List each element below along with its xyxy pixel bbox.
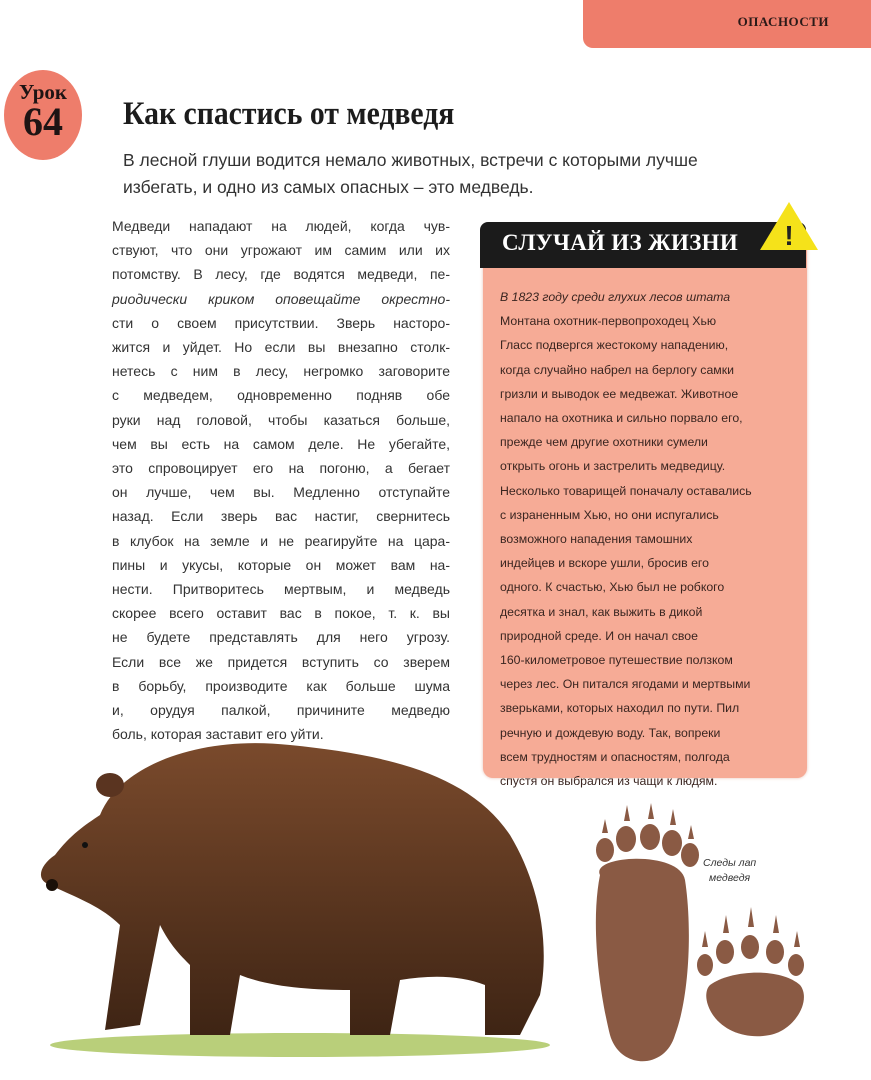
body-line: риодически криком оповещайте окрестно- — [112, 290, 450, 307]
body-line: это спровоцирует его на погоню, а бегает — [112, 460, 450, 477]
story-line: напало на охотника и сильно порвало его, — [500, 411, 743, 426]
body-line: сти о своем присутствии. Зверь насторо- — [112, 314, 450, 331]
lead-paragraph — [123, 147, 783, 201]
story-line: зверьками, которых находил по пути. Пил — [500, 701, 740, 716]
story-line: гризли и выводок ее медвежат. Животное — [500, 386, 739, 401]
body-line: ствуют, что они угрожают им самим или их — [112, 242, 450, 259]
body-line: и, орудуя палкой, причините медведю — [112, 702, 450, 719]
story-line: прежде чем другие охотники сумели — [500, 435, 708, 450]
story-line: В 1823 году среди глухих лесов штата — [500, 290, 731, 304]
lesson-number: 64 — [23, 99, 63, 144]
story-line: открыть огонь и застрелить медведицу. — [500, 459, 726, 474]
story-line: возможного нападения тамошних — [500, 532, 693, 547]
body-line: Если все же придется вступить со зверем — [112, 653, 450, 670]
story-line: спустя он выбрался из чащи к людям. — [500, 774, 718, 789]
lesson-word: Урок — [19, 80, 67, 104]
story-heading: СЛУЧАЙ ИЗ ЖИЗНИ — [502, 230, 739, 255]
body-line: пины и укусы, которые он может вам на- — [112, 556, 450, 573]
story-line: Монтана охотник-первопроходец Хью — [500, 314, 717, 329]
warning-icon — [758, 200, 820, 252]
lead-line: В лесной глуши водится немало животных, встречи с которыми лучше — [123, 150, 698, 170]
body-line: нетесь с ним в лесу, негромко заговорите — [112, 363, 450, 380]
body-line: боль, которая заставит его уйти. — [112, 726, 324, 743]
body-line: жится и уйдет. Но если вы внезапно столк- — [112, 339, 450, 356]
story-line: десятка и знал, как выжить в дикой — [500, 604, 703, 619]
body-line: потомству. В лесу, где водятся медведи, пе- — [112, 266, 450, 283]
section-tab — [583, 0, 871, 48]
body-text — [112, 214, 450, 746]
story-text — [500, 285, 800, 793]
caption-line: Следы лап — [703, 857, 757, 869]
story-line: индейцев и вскоре ушли, бросив его — [500, 556, 709, 571]
bear-illustration — [30, 725, 570, 1065]
body-line: не будете представлять для него угрозу. — [112, 629, 450, 646]
story-line: когда случайно набрел на берлогу самки — [500, 362, 734, 377]
story-line: Гласс подвергся жестокому нападению, — [500, 338, 729, 353]
lesson-badge — [4, 70, 82, 160]
story-line: речную и дождевую воду. Так, вопреки — [500, 725, 721, 740]
body-line: с медведем, одновременно подняв обе — [112, 387, 450, 404]
story-line: с израненным Хью, но они испугались — [500, 507, 719, 522]
body-line: чем вы есть на самом деле. Не убегайте, — [112, 435, 450, 452]
lead-line: избегать, и одно из самых опасных – это медведь. — [123, 177, 534, 197]
body-line: Медведи нападают на людей, когда чув- — [112, 218, 450, 234]
body-line: нести. Притворитесь мертвым, и медведь — [112, 581, 450, 598]
story-line: всем трудностям и опасностям, полгода — [500, 749, 730, 764]
body-line: скорее всего оставит вас в покое, т. к. вы — [112, 605, 450, 622]
grass — [50, 1033, 550, 1057]
story-line: природной среде. И он начал свое — [500, 628, 698, 643]
body-line: руки над головой, чтобы казаться больше, — [112, 411, 450, 428]
story-line: одного. К счастью, Хью был не робкого — [500, 580, 725, 595]
story-line: Несколько товарищей поначалу оставались — [500, 483, 752, 498]
section-label: ОПАСНОСТИ — [737, 14, 829, 29]
caption-line: медведя — [709, 872, 751, 884]
story-line: 160-километровое путешествие ползком — [500, 653, 733, 668]
story-line: через лес. Он питался ягодами и мертвыми — [500, 677, 751, 692]
body-line: в борьбу, производите как больше шума — [112, 677, 450, 694]
body-line: назад. Если зверь вас настиг, свернитесь — [112, 508, 450, 525]
paw-prints-icon — [580, 795, 820, 1075]
body-line: он лучше, чем вы. Медленно отступайте — [112, 484, 450, 501]
body-line: в клубок на земле и не реагируйте на цара- — [112, 532, 450, 549]
page-title: Как спастись от медведя — [123, 96, 455, 132]
svg-text:!: ! — [784, 220, 794, 251]
